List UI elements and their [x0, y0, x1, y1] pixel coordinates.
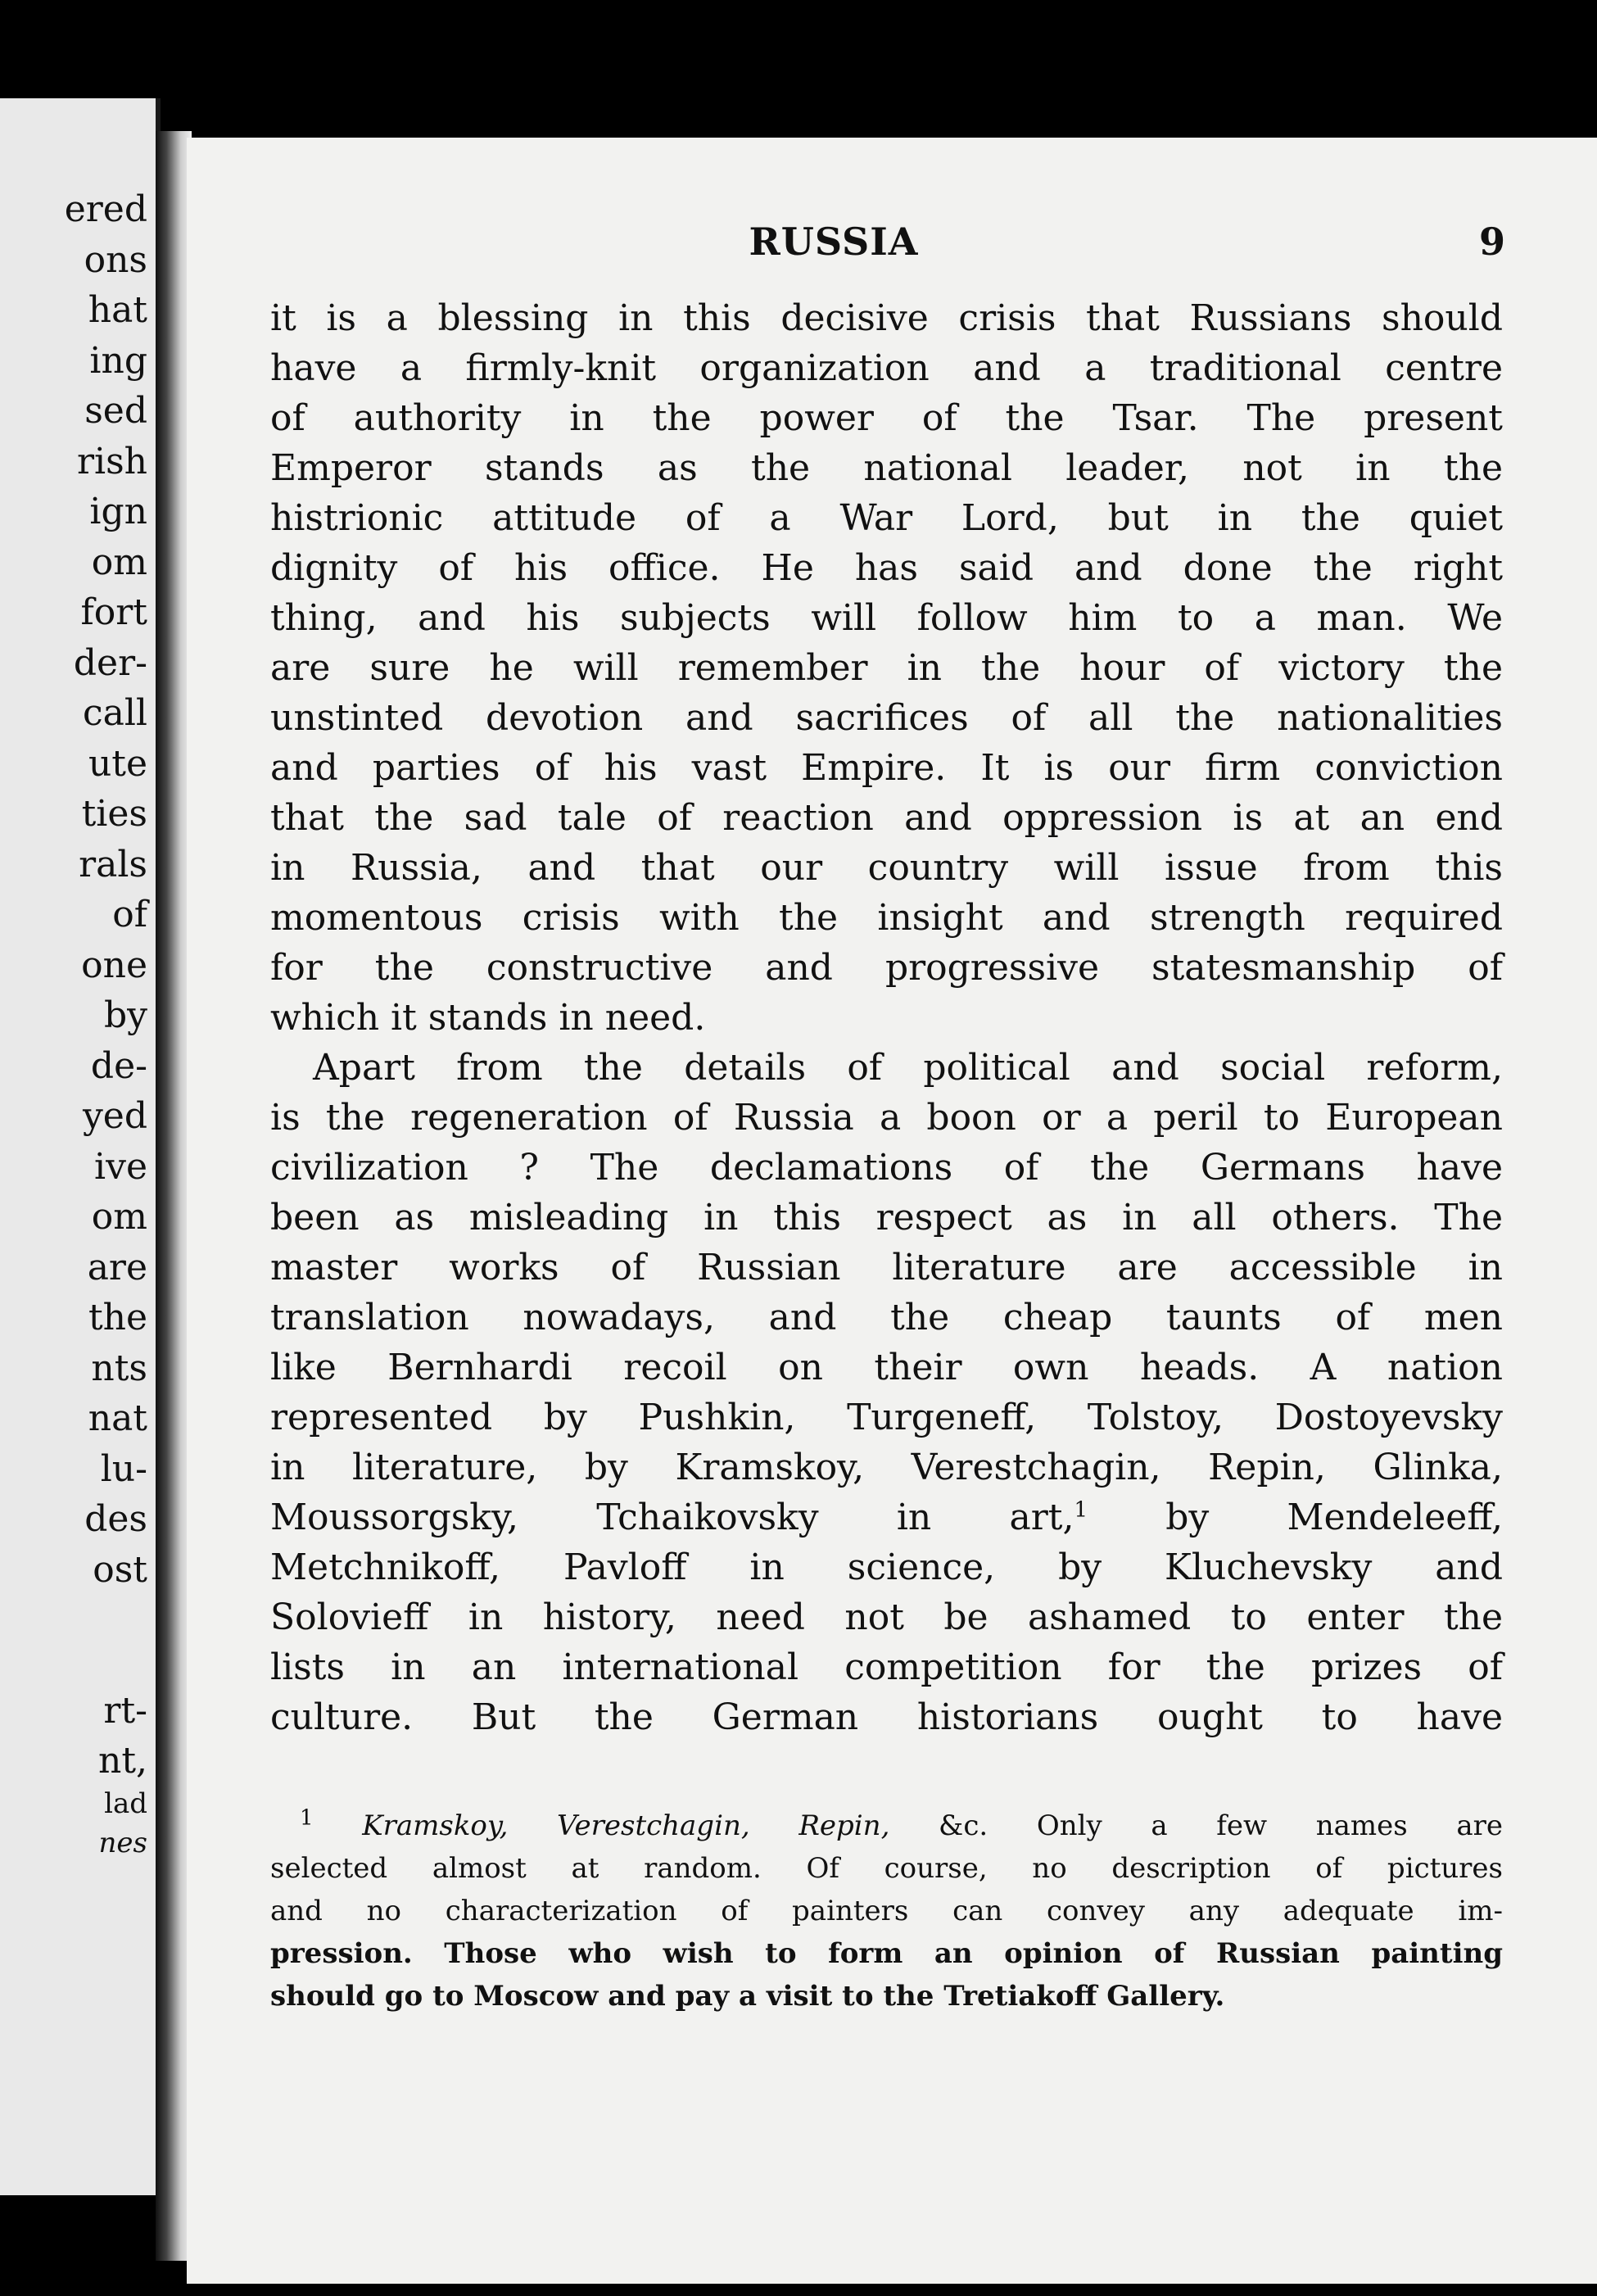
left-page-fragment: ered	[64, 188, 147, 230]
paragraph-2	[270, 1043, 1503, 1742]
text-line-content: in literature, by Kramskoy, Verestchagin, Repin, Glinka,	[270, 1447, 1503, 1488]
text-line-content: it is a blessing in this decisive crisis that Russians should	[270, 297, 1503, 339]
body-text	[270, 293, 1503, 1742]
text-line	[270, 1143, 1503, 1193]
left-page-fragment: des	[84, 1498, 147, 1540]
text-line-content: momentous crisis with the insight and strength required	[270, 897, 1503, 939]
left-page-fragment: sed	[84, 390, 147, 432]
footnote-line: pression. Those who wish to form an opinion of Russian painting	[270, 1937, 1503, 1970]
left-page-fragment: ive	[94, 1145, 147, 1188]
left-page-fragment: hat	[88, 289, 147, 331]
text-line	[270, 943, 1503, 993]
text-line-content: thing, and his subjects will follow him to a man. We	[270, 597, 1503, 639]
text-line	[270, 1542, 1503, 1592]
text-line	[270, 743, 1503, 793]
text-line-content: Metchnikoff, Pavloff in science, by Kluchevsky and	[270, 1547, 1503, 1588]
left-page-fragment: nts	[91, 1347, 147, 1389]
footnote-marker: 1	[300, 1805, 314, 1831]
left-page-fragment: ties	[81, 793, 147, 835]
text-line	[270, 1393, 1503, 1442]
text-line	[270, 1093, 1503, 1143]
left-page-fragment: fort	[80, 591, 147, 633]
text-line	[270, 293, 1503, 343]
paragraph-1	[270, 293, 1503, 1043]
left-page-fragment: rish	[76, 440, 147, 482]
text-line-content: been as misleading in this respect as in all others. The	[270, 1197, 1503, 1239]
left-page-fragment: nat	[88, 1397, 147, 1439]
text-line	[270, 793, 1503, 843]
left-page-edge	[0, 98, 161, 2195]
footnote-line-rest: &c. Only a few names are	[889, 1809, 1504, 1842]
left-page-fragment: ign	[89, 491, 147, 532]
text-line	[270, 1442, 1503, 1492]
text-line-content: in Russia, and that our country will issue from this	[270, 847, 1503, 889]
page-number: 9	[1478, 220, 1505, 264]
left-page-fragment: nes	[98, 1826, 147, 1859]
left-page-fragment: om	[91, 541, 147, 583]
text-line-content: and parties of his vast Empire. It is our firm conviction	[270, 747, 1503, 789]
left-page-fragment: ons	[84, 238, 147, 281]
left-page-fragment: nt,	[97, 1740, 147, 1782]
text-line-content: civilization ? The declamations of the Germans have	[270, 1147, 1503, 1189]
left-page-fragment: ost	[93, 1548, 147, 1591]
text-line	[270, 1692, 1503, 1742]
text-line	[270, 593, 1503, 643]
text-line-content: of authority in the power of the Tsar. The present	[270, 397, 1503, 439]
left-page-fragment: one	[81, 944, 147, 986]
text-line	[270, 693, 1503, 743]
text-line	[270, 993, 1503, 1043]
text-line-content: like Bernhardi recoil on their own heads. A nation	[270, 1347, 1503, 1388]
text-line	[270, 643, 1503, 693]
note-reference: 1	[1074, 1497, 1088, 1523]
text-line-content: that the sad tale of reaction and oppression is at an end	[270, 797, 1503, 839]
left-page-fragment: the	[88, 1297, 147, 1338]
text-line	[270, 1243, 1503, 1293]
footnote-line	[270, 1805, 1503, 1847]
footnote-line: selected almost at random. Of course, no description of pictures	[270, 1852, 1503, 1885]
text-line-content: dignity of his office. He has said and done the right	[270, 547, 1503, 589]
left-page-fragment: lad	[104, 1787, 147, 1820]
text-line-content: which it stands in need.	[270, 997, 706, 1039]
text-line	[270, 443, 1503, 493]
text-line	[270, 393, 1503, 443]
text-line	[270, 1343, 1503, 1393]
text-line-content: is the regeneration of Russia a boon or a peril to European	[270, 1097, 1503, 1139]
footnote-lines	[270, 1847, 1503, 2017]
left-page-fragment: ing	[89, 339, 147, 382]
running-head: RUSSIA	[749, 220, 919, 264]
left-page-fragment: ute	[88, 742, 147, 785]
text-line-content: Solovieff in history, need not be ashamed to enter the	[270, 1596, 1503, 1638]
text-line	[270, 1642, 1503, 1692]
text-line-content: master works of Russian literature are accessible in	[270, 1247, 1503, 1288]
text-line-content: unstinted devotion and sacrifices of all the nationalities	[270, 697, 1503, 739]
text-line-content: histrionic attitude of a War Lord, but in the quiet	[270, 497, 1503, 539]
text-line-content: Moussorgsky, Tchaikovsky in art,	[270, 1497, 1074, 1538]
text-line	[270, 843, 1503, 893]
text-line	[270, 893, 1503, 943]
left-page-fragment: call	[82, 692, 147, 734]
footnote-italic-lead: Kramskoy, Verestchagin, Repin,	[362, 1809, 890, 1842]
text-line	[270, 493, 1503, 543]
page-header	[187, 220, 1505, 269]
text-line	[270, 1043, 1503, 1093]
left-page-fragment: rt-	[103, 1689, 147, 1732]
right-page	[187, 138, 1597, 2284]
text-line-content: translation nowadays, and the cheap taunts of men	[270, 1297, 1503, 1338]
left-page-fragment: om	[91, 1196, 147, 1238]
left-page-fragment: yed	[82, 1095, 147, 1137]
text-line-content: represented by Pushkin, Turgeneff, Tolstoy, Dostoyevsky	[270, 1397, 1503, 1438]
left-page-fragment: by	[103, 994, 147, 1036]
left-page-fragment: der-	[73, 641, 147, 684]
text-line-content: Apart from the details of political and social reform,	[313, 1047, 1503, 1089]
text-line-content: are sure he will remember in the hour of victory the	[270, 647, 1503, 689]
footnote-line: and no characterization of painters can convey any adequate im-	[270, 1895, 1503, 1927]
text-line	[270, 1592, 1503, 1642]
text-line-content: Emperor stands as the national leader, not in the	[270, 447, 1503, 489]
text-line	[270, 1193, 1503, 1243]
text-line	[270, 1492, 1503, 1542]
left-page-fragment: lu-	[100, 1447, 147, 1490]
left-page-fragment: de-	[90, 1044, 147, 1087]
text-line-content: for the constructive and progressive statesmanship of	[270, 947, 1503, 989]
text-line-content: lists in an international competition for the prizes of	[270, 1646, 1503, 1688]
text-line	[270, 543, 1503, 593]
text-line	[270, 343, 1503, 393]
text-line-content: by Mendeleeff,	[1087, 1497, 1503, 1538]
left-page-fragment: rals	[79, 843, 147, 885]
left-page-fragment: are	[87, 1246, 147, 1288]
footnote	[270, 1805, 1503, 2017]
text-line	[270, 1293, 1503, 1343]
scan-background	[0, 0, 1597, 139]
footnote-line: should go to Moscow and pay a visit to the Tretiakoff Gallery.	[270, 1980, 1225, 2013]
text-line-content: have a firmly-knit organization and a traditional centre	[270, 347, 1503, 389]
left-page-fragment: of	[112, 894, 147, 935]
text-line-content: culture. But the German historians ought to have	[270, 1696, 1503, 1738]
